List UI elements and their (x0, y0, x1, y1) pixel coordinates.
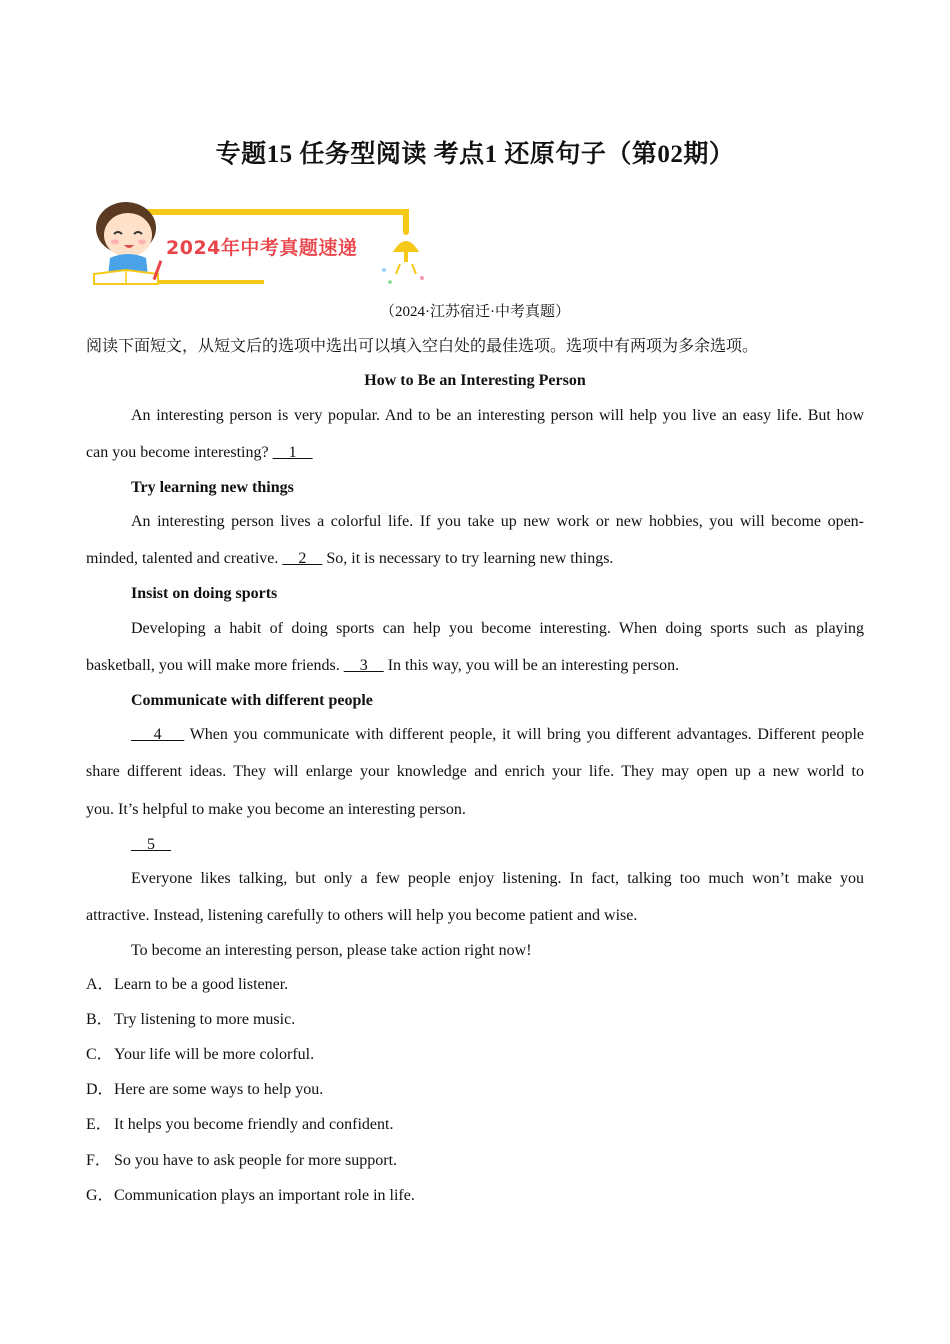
paragraph-4-line-1 (131, 725, 864, 745)
paragraph-2-text-a: minded, talented and creative. (86, 550, 279, 567)
source-note: （2024·江苏宿迁·中考真题） (380, 304, 570, 320)
paragraph-1-line-2 (86, 443, 864, 463)
option-g[interactable] (86, 1186, 864, 1206)
option-text: Try listening to more music. (114, 1011, 296, 1028)
paragraph-2-text-b: So, it is necessary to try learning new things. (326, 550, 614, 567)
banner-frame (139, 212, 406, 232)
option-text: Communication plays an important role in life. (114, 1187, 415, 1204)
option-letter: C． (86, 1046, 113, 1063)
option-a[interactable] (86, 975, 864, 995)
option-b[interactable] (86, 1010, 864, 1030)
blank-5[interactable]: 5 (131, 836, 171, 853)
lamp-icon (382, 241, 424, 284)
paragraph-1-line-1: An interesting person is very popular. And to be an interesting person will help you live an easy life. But how (131, 407, 864, 424)
subheading-1: Try learning new things (131, 479, 294, 496)
paragraph-6: To become an interesting person, please take action right now! (131, 942, 532, 959)
paragraph-1-text: can you become interesting? (86, 444, 269, 461)
paragraph-4-line-3: you. It’s helpful to make you become an interesting person. (86, 801, 466, 818)
blank-1[interactable]: 1 (272, 444, 313, 461)
paragraph-4-text-a: When you communicate with different people, it will bring you different advantages. Different people (189, 726, 864, 743)
paragraph-3-line-1: Developing a habit of doing sports can help you become interesting. When doing sports such as playing (131, 620, 864, 637)
option-text: Here are some ways to help you. (114, 1081, 324, 1098)
option-d[interactable] (86, 1080, 864, 1100)
option-letter: B． (86, 1011, 113, 1028)
option-text: Learn to be a good listener. (114, 976, 289, 993)
paragraph-3-text-b: In this way, you will be an interesting person. (387, 657, 680, 674)
blank-4[interactable]: 4 (131, 726, 185, 743)
option-e[interactable] (86, 1115, 864, 1135)
subheading-2: Insist on doing sports (131, 585, 278, 602)
option-letter: G． (86, 1187, 114, 1204)
paragraph-5-line-1: Everyone likes talking, but only a few people enjoy listening. In fact, talking too much won’t make you (131, 870, 864, 887)
subheading-3: Communicate with different people (131, 692, 373, 709)
option-f[interactable] (86, 1151, 864, 1171)
paragraph-3-text-a: basketball, you will make more friends. (86, 657, 340, 674)
option-text: So you have to ask people for more support. (114, 1152, 398, 1169)
option-letter: F． (86, 1152, 111, 1169)
option-letter: D． (86, 1081, 114, 1098)
paragraph-2-line-1: An interesting person lives a colorful life. If you take up new work or new hobbies, you will become open- (131, 513, 864, 530)
subheading-blank-5 (131, 835, 864, 855)
paragraph-2-line-2 (86, 549, 864, 569)
passage-heading: How to Be an Interesting Person (364, 372, 586, 389)
page-title: 专题15 任务型阅读 考点1 还原句子（第02期） (215, 141, 735, 168)
option-c[interactable] (86, 1045, 864, 1065)
option-text: It helps you become friendly and confident. (114, 1116, 394, 1133)
blank-3[interactable]: 3 (343, 657, 384, 674)
paragraph-5-line-2: attractive. Instead, listening carefully to others will help you become patient and wise. (86, 907, 638, 924)
option-letter: A． (86, 976, 114, 993)
option-text: Your life will be more colorful. (114, 1046, 315, 1063)
option-letter: E． (86, 1116, 112, 1133)
blank-2[interactable]: 2 (282, 550, 323, 567)
banner-title: 2024年中考真题速递 (166, 237, 358, 259)
paragraph-3-line-2 (86, 656, 864, 676)
paragraph-4-line-2: share different ideas. They will enlarge your knowledge and enrich your life. They may open up a new world to (86, 763, 864, 780)
instructions: 阅读下面短文，从短文后的选项中选出可以填入空白处的最佳选项。选项中有两项为多余选项。 (86, 338, 759, 355)
